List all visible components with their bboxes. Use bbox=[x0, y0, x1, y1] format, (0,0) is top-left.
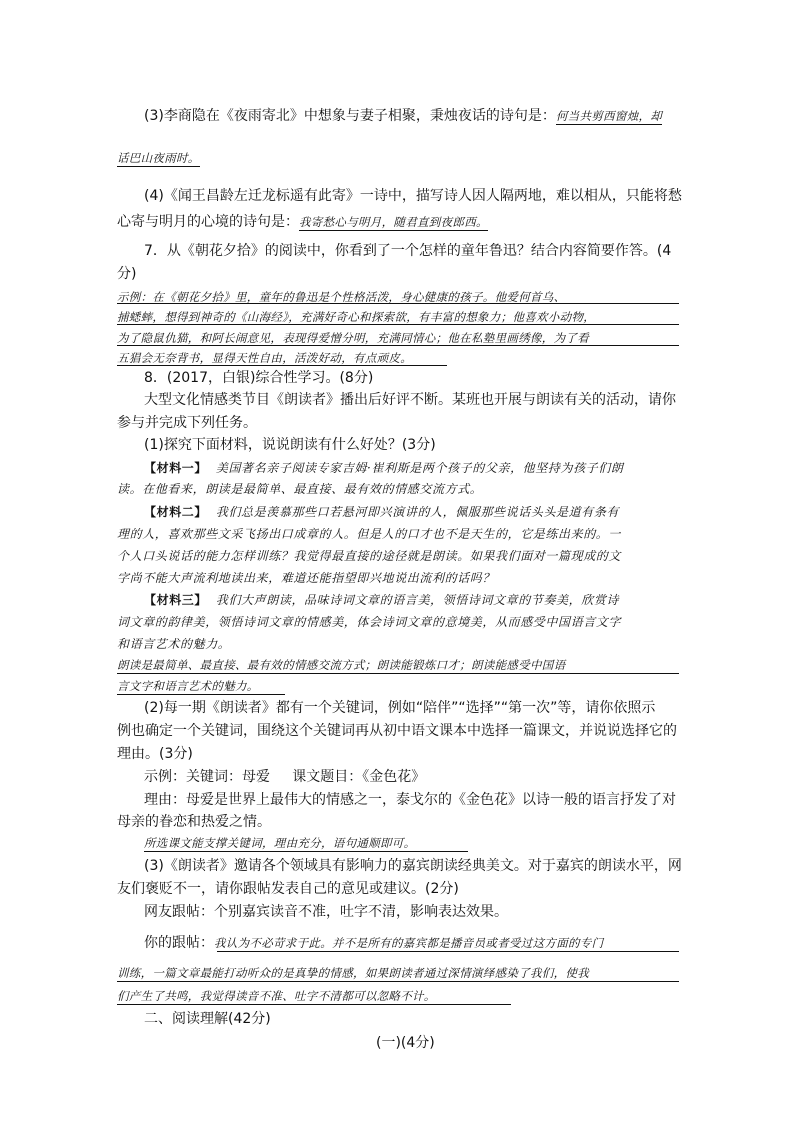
q7-answer-4: 五猖会无奈背书，显得天性自由，活泼好动，有点顽皮。 bbox=[117, 351, 412, 365]
answer-underline bbox=[217, 951, 679, 952]
reply-prompt: 你的跟帖： bbox=[144, 935, 214, 951]
material-3-line2: 词文章的韵律美，领悟诗词文章的情感美，体会诗词文章的意境美，从而感受中国语言文字 bbox=[117, 615, 622, 629]
material-1-tag: 【材料一】 bbox=[144, 461, 208, 475]
answer-underline bbox=[117, 673, 679, 674]
q8-reply-line1 bbox=[144, 933, 603, 953]
material-2-tag: 【材料二】 bbox=[144, 505, 208, 519]
section-2-sub: (一)(4分) bbox=[376, 1035, 435, 1051]
material-2-line2: 理的人，喜欢那些文采飞扬出口成章的人。但是人的口才也不是天生的，它是练出来的。一 bbox=[117, 527, 622, 541]
material-2-line1 bbox=[144, 502, 619, 522]
q8-answer-1a: 朗读是最简单、最直接、最有效的情感交流方式；朗读能锻炼口才；朗读能感受中国语 bbox=[117, 658, 566, 672]
answer-underline bbox=[117, 365, 447, 366]
q8-sub3-line2: 友们褒贬不一，请你跟帖发表自己的意见或建议。(2分) bbox=[117, 881, 459, 897]
q8-sub3-line1: (3)《朗读者》邀请各个领域具有影响力的嘉宾朗读经典美文。对于嘉宾的朗读水平，网 bbox=[144, 858, 682, 874]
example-keyword: 示例：关键词：母爱 bbox=[144, 769, 270, 785]
q8-answer-2: 所选课文能支撑关键词，理由充分，语句通顺即可。 bbox=[144, 836, 416, 850]
answer-underline bbox=[117, 303, 679, 304]
q4-answer: 我寄愁心与明月，随君直到夜郎西。 bbox=[299, 215, 488, 229]
q4-line2 bbox=[117, 212, 488, 232]
q8-answer-1b: 言文字和语言艺术的魅力。 bbox=[117, 679, 259, 693]
q8-sub2-line2: 例也确定一个关键词，围绕这个关键词再从初中语文课本中选择一篇课文，并说说选择它的 bbox=[117, 723, 677, 739]
q7-line2: 分) bbox=[117, 266, 137, 282]
reply-text-1: 我认为不必苛求于此。并不是所有的嘉宾都是播音员或者受过这方面的专门 bbox=[214, 936, 604, 950]
q8-intro-1: 大型文化情感类节目《朗读者》播出后好评不断。某班也开展与朗读有关的活动，请你 bbox=[144, 392, 676, 408]
q8-example bbox=[144, 767, 425, 787]
q3-answer: 何当共剪西窗烛，却 bbox=[555, 109, 663, 123]
section-2-title: 二、阅读理解(42分) bbox=[144, 1011, 271, 1027]
material-3-line1 bbox=[144, 590, 619, 610]
material-2-line4: 字尚不能大声流利地读出来，难道还能指望即兴地说出流利的话吗？ bbox=[117, 571, 496, 585]
q7-answer-1: 示例：在《朝花夕拾》里，童年的鲁迅是个性格活泼，身心健康的孩子。他爱何首乌、 bbox=[117, 290, 566, 304]
answer-underline bbox=[117, 1004, 511, 1005]
answer-underline bbox=[117, 324, 679, 325]
q8-netizen: 网友跟帖：个别嘉宾读音不准，吐字不清，影响表达效果。 bbox=[144, 904, 508, 920]
q3-answer-text: 话巴山夜雨时。 bbox=[117, 151, 200, 165]
q8-sub2-line1: (2)每一期《朗读者》都有一个关键词，例如“陪伴”“选择”“第一次”等，请你依照示 bbox=[144, 700, 656, 716]
answer-underline bbox=[144, 851, 468, 852]
material-1-line1 bbox=[144, 458, 623, 478]
q3-prompt: (3)李商隐在《夜雨寄北》中想象与妻子相聚，秉烛夜话的诗句是： bbox=[144, 108, 556, 124]
q8-reason-2: 母亲的眷恋和热爱之情。 bbox=[117, 814, 271, 830]
q8-reason-1: 理由：母爱是世界上最伟大的情感之一，泰戈尔的《金色花》以诗一般的语言抒发了对 bbox=[144, 792, 676, 808]
material-1-line2: 读。在他看来，朗读是最简单、最直接、最有效的情感交流方式。 bbox=[117, 482, 483, 496]
q8-intro-2: 参与并完成下列任务。 bbox=[117, 415, 257, 431]
q8-reply-line3: 们产生了共鸣，我觉得读音不准、吐字不清都可以忽略不计。 bbox=[117, 989, 436, 1003]
q4-line1: (4)《闻王昌龄左迁龙标遥有此寄》一诗中，描写诗人因人隔两地，难以相从，只能将愁 bbox=[144, 188, 682, 204]
material-3-line3: 和语言艺术的魅力。 bbox=[117, 637, 231, 651]
material-2-text: 我们总是羡慕那些口若悬河即兴演讲的人，佩服那些说话头头是道有条有 bbox=[215, 505, 620, 519]
q8-title: 8．(2017，白银)综合性学习。(8分) bbox=[144, 370, 374, 386]
example-title: 课文题目：《金色花》 bbox=[292, 769, 426, 785]
material-1-text: 美国著名亲子阅读专家吉姆·崔利斯是两个孩子的父亲，他坚持为孩子们朗 bbox=[215, 461, 624, 475]
material-3-text: 我们大声朗读，品味诗词文章的语言美，领悟诗词文章的节奏美，欣赏诗 bbox=[215, 593, 620, 607]
answer-underline bbox=[117, 694, 285, 695]
q3-answer-cont bbox=[117, 148, 200, 168]
q4-prompt: 心寄与明月的心境的诗句是： bbox=[117, 214, 299, 230]
answer-underline bbox=[117, 981, 679, 982]
material-3-tag: 【材料三】 bbox=[144, 593, 208, 607]
q7-answer-2: 捕蟋蟀，想得到神奇的《山海经》，充满好奇心和探索欲，有丰富的想象力；他喜欢小动物， bbox=[117, 310, 596, 324]
answer-underline bbox=[117, 345, 679, 346]
q7-line1: 7．从《朝花夕拾》的阅读中，你看到了一个怎样的童年鲁迅？结合内容简要作答。(4 bbox=[144, 243, 672, 259]
q8-sub1: (1)探究下面材料，说说朗读有什么好处？(3分) bbox=[144, 437, 436, 453]
q3-line bbox=[144, 106, 662, 126]
q7-answer-3: 为了隐鼠仇猫，和阿长闹意见，表现得爱憎分明，充满同情心；他在私塾里画绣像，为了看 bbox=[117, 331, 589, 345]
q8-reply-line2: 训练，一篇文章最能打动听众的是真挚的情感，如果朗读者通过深情演绎感染了我们，使我 bbox=[117, 966, 589, 980]
material-2-line3: 个人口头说话的能力怎样训练？我觉得最直接的途径就是朗读。如果我们面对一篇现成的文 bbox=[117, 549, 622, 563]
q8-sub2-line3: 理由。(3分) bbox=[117, 746, 193, 762]
